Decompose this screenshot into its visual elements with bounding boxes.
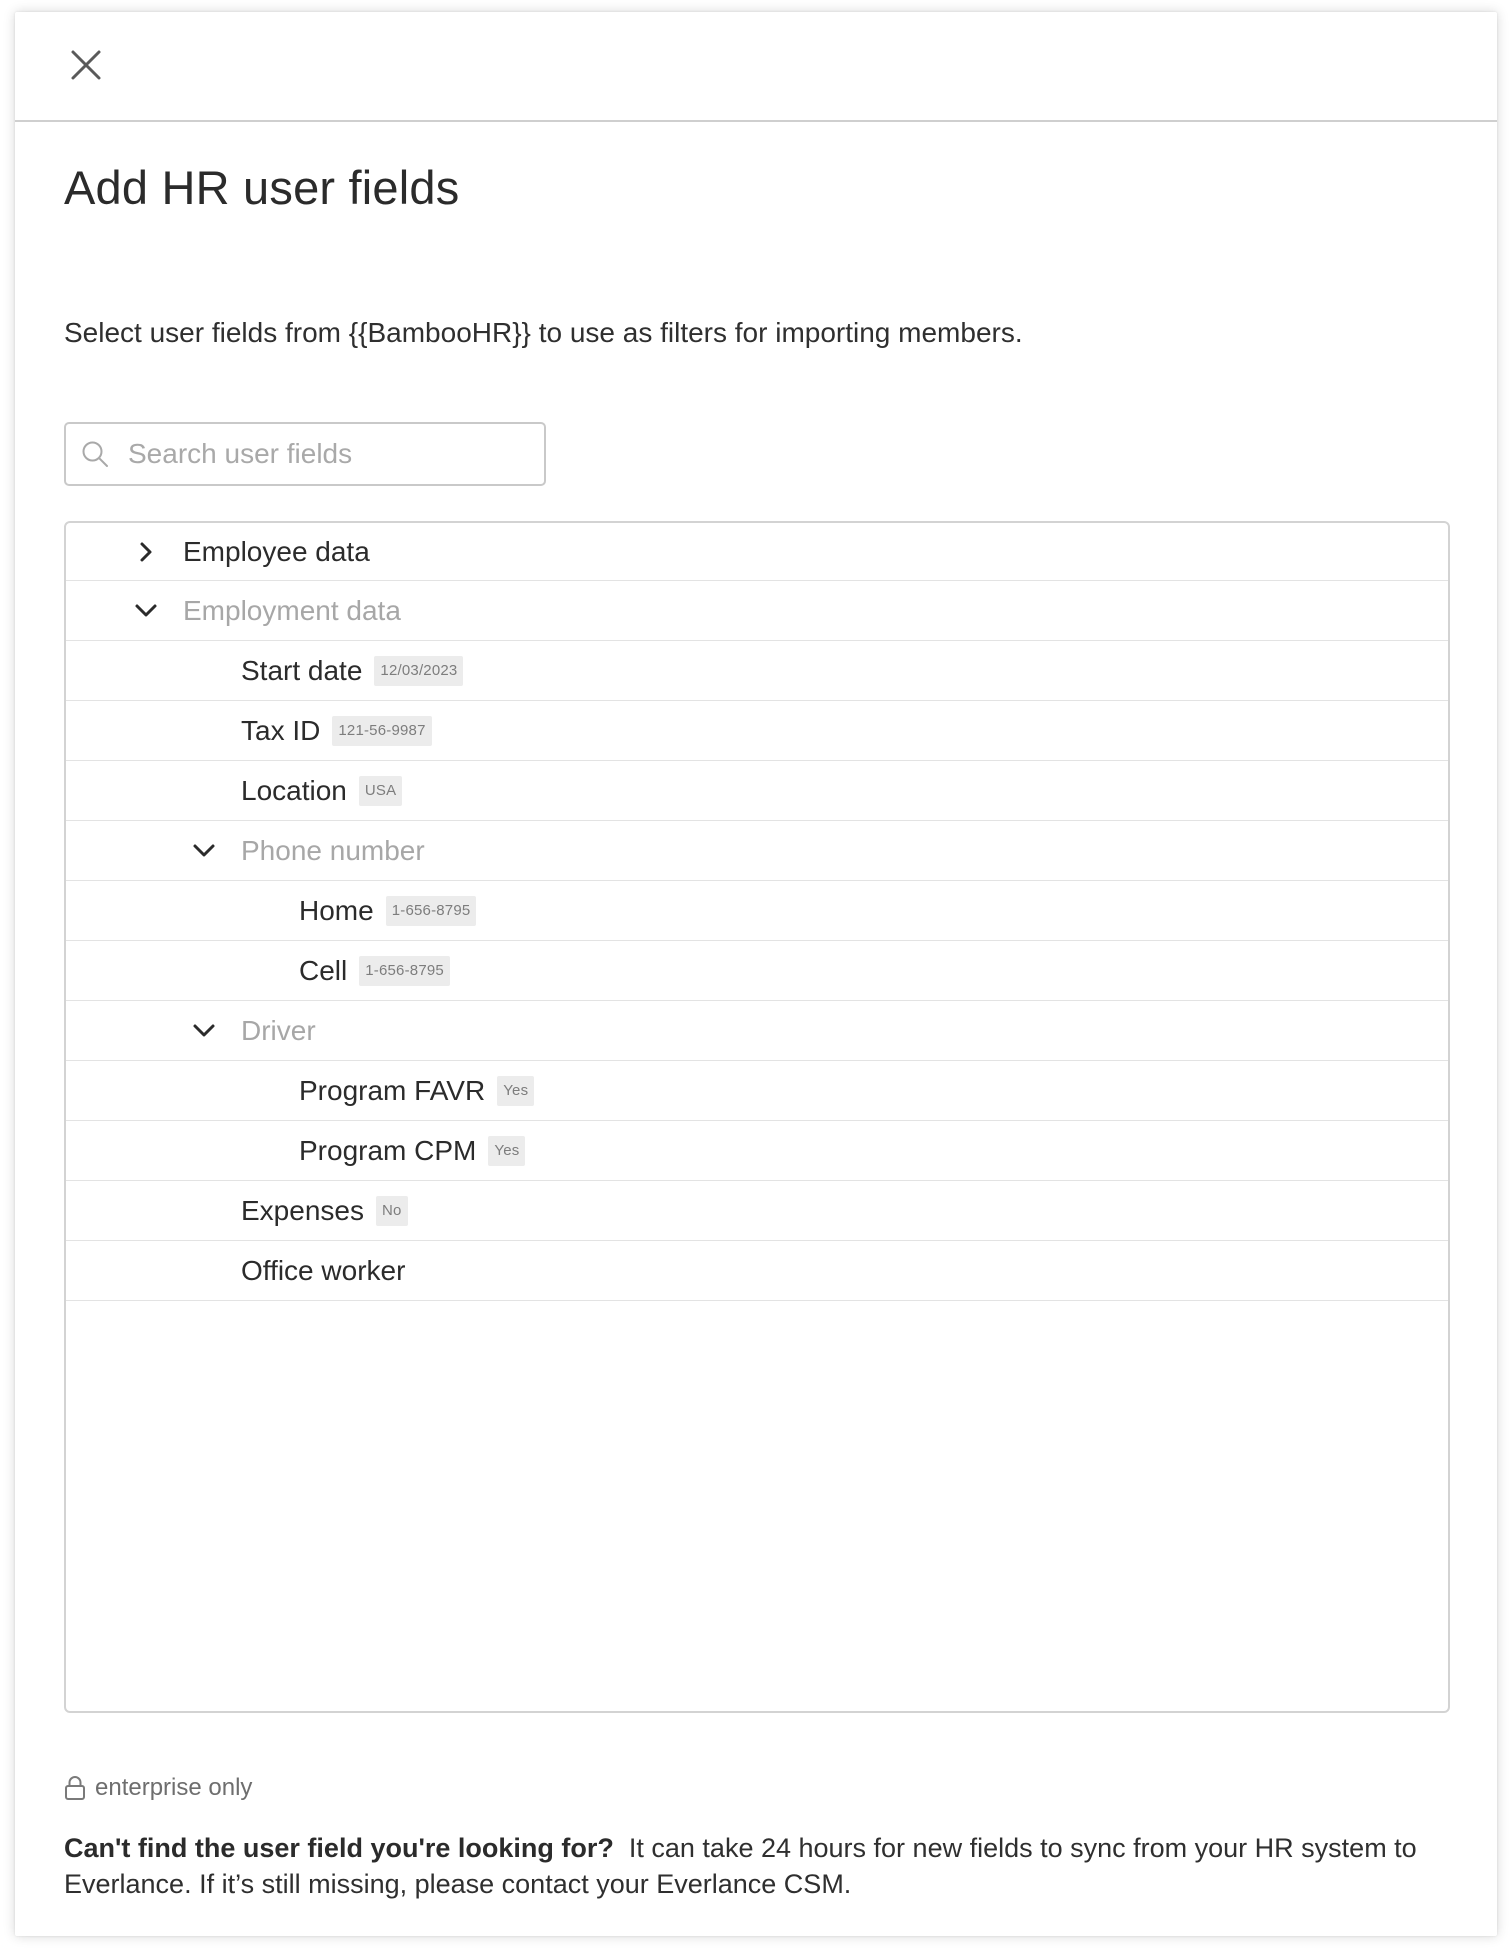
sample-value-badge: 12/03/2023 xyxy=(374,656,463,686)
tree-item-label: Phone number xyxy=(241,834,425,866)
lock-icon xyxy=(64,1775,86,1801)
sample-value-badge: 1-656-8795 xyxy=(359,956,450,986)
tree-group-driver[interactable] xyxy=(66,1001,1448,1061)
tree-item-expenses[interactable] xyxy=(66,1181,1448,1241)
tree-item-label: Expenses No xyxy=(241,1195,408,1227)
tree-item-label: Cell 1-656-8795 xyxy=(299,955,450,987)
enterprise-only-note xyxy=(64,1774,252,1802)
tree-item-label: Employee data xyxy=(183,535,370,567)
tree-item-label: Home 1-656-8795 xyxy=(299,895,476,927)
chevron-down-icon[interactable] xyxy=(189,836,219,866)
tree-item-label: Tax ID 121-56-9987 xyxy=(241,715,432,747)
tree-item-label: Employment data xyxy=(183,594,401,626)
tree-item-office-worker[interactable] xyxy=(66,1241,1448,1301)
help-body: It can take 24 hours for new fields to sync from your HR system to Everlance. If it’s still missing, please contact your Everlance CSM. xyxy=(64,1833,1417,1899)
tree-group-employment-data[interactable] xyxy=(66,581,1448,641)
tree-item-label: Driver xyxy=(241,1014,316,1046)
chevron-right-icon[interactable] xyxy=(131,537,161,567)
tree-item-tax-id[interactable] xyxy=(66,701,1448,761)
help-title: Can't find the user field you're looking for? xyxy=(64,1833,614,1863)
close-icon xyxy=(69,48,103,82)
search-icon xyxy=(80,439,110,469)
close-button[interactable] xyxy=(63,42,109,88)
tree-item-program-favr[interactable] xyxy=(66,1061,1448,1121)
tree-group-phone-number[interactable] xyxy=(66,821,1448,881)
modal-description: Select user fields from {{BambooHR}} to use as filters for importing members. xyxy=(64,317,1023,348)
help-text xyxy=(64,1830,1464,1902)
tree-item-label: Start date 12/03/2023 xyxy=(241,655,463,687)
tree-item-label: Location USA xyxy=(241,775,402,807)
add-hr-user-fields-modal xyxy=(15,12,1497,1936)
tree-item-start-date[interactable] xyxy=(66,641,1448,701)
tree-group-employee-data[interactable] xyxy=(66,523,1448,581)
tree-item-home[interactable] xyxy=(66,881,1448,941)
chevron-down-icon[interactable] xyxy=(131,596,161,626)
search-input[interactable] xyxy=(128,438,518,470)
sample-value-badge: USA xyxy=(359,776,402,806)
tree-item-location[interactable] xyxy=(66,761,1448,821)
page-title: Add HR user fields xyxy=(64,161,460,214)
sample-value-badge: No xyxy=(376,1196,408,1226)
tree-item-label: Program CPM Yes xyxy=(299,1135,525,1167)
tree-item-program-cpm[interactable] xyxy=(66,1121,1448,1181)
user-fields-tree[interactable] xyxy=(64,521,1450,1713)
tree-item-label: Program FAVR Yes xyxy=(299,1075,534,1107)
sample-value-badge: 121-56-9987 xyxy=(332,716,431,746)
sample-value-badge: Yes xyxy=(497,1076,534,1106)
chevron-down-icon[interactable] xyxy=(189,1016,219,1046)
tree-item-cell[interactable] xyxy=(66,941,1448,1001)
modal-header xyxy=(15,12,1497,122)
search-box[interactable] xyxy=(64,422,546,486)
sample-value-badge: 1-656-8795 xyxy=(386,896,477,926)
sample-value-badge: Yes xyxy=(488,1136,525,1166)
enterprise-only-label: enterprise only xyxy=(95,1774,253,1801)
tree-item-label: Office worker xyxy=(241,1254,406,1286)
